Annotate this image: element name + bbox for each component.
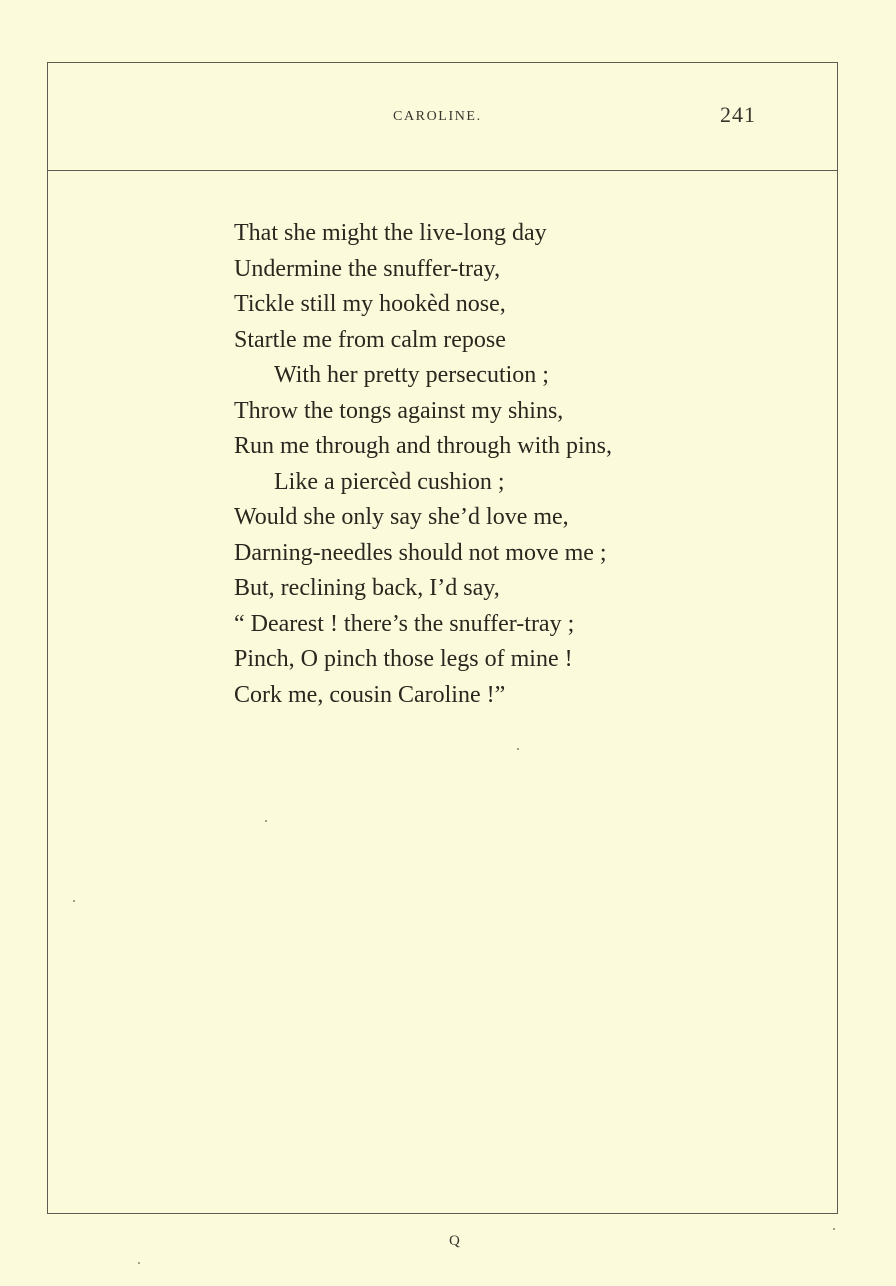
header-rule [47,170,838,171]
poem-line: Like a piercèd cushion ; [274,468,505,495]
paper-speck [265,820,267,822]
signature-mark: Q [449,1233,460,1249]
poem-line: Tickle still my hookèd nose, [234,291,506,317]
poem-line: Cork me, cousin Caroline !” [234,681,506,708]
paper-speck [833,1228,835,1230]
poem-line: That she might the live-long day [234,220,547,246]
poem-line: With her pretty persecution ; [274,362,549,388]
poem-line: Undermine the snuffer-tray, [234,255,501,282]
poem-line: But, reclining back, I’d say, [234,575,500,601]
paper-speck [73,900,75,902]
poem-line: Would she only say she’d love me, [234,504,569,530]
poem-line: Startle me from calm repose [234,326,506,353]
poem-line: “ Dearest ! there’s the snuffer-tray ; [234,610,575,637]
bottom-rule [47,1213,838,1214]
poem-line: Throw the tongs against my shins, [234,397,564,424]
paper-speck [138,1262,140,1264]
poem-line: Pinch, O pinch those legs of mine ! [234,646,573,672]
poem-stanza [234,216,612,713]
paper-speck [517,748,519,750]
poem-line: Run me through and through with pins, [234,433,612,459]
poem-line: Darning-needles should not move me ; [234,539,607,566]
page-number: 241 [720,102,756,127]
running-title: CAROLINE. [393,109,482,124]
top-rule [47,62,838,63]
